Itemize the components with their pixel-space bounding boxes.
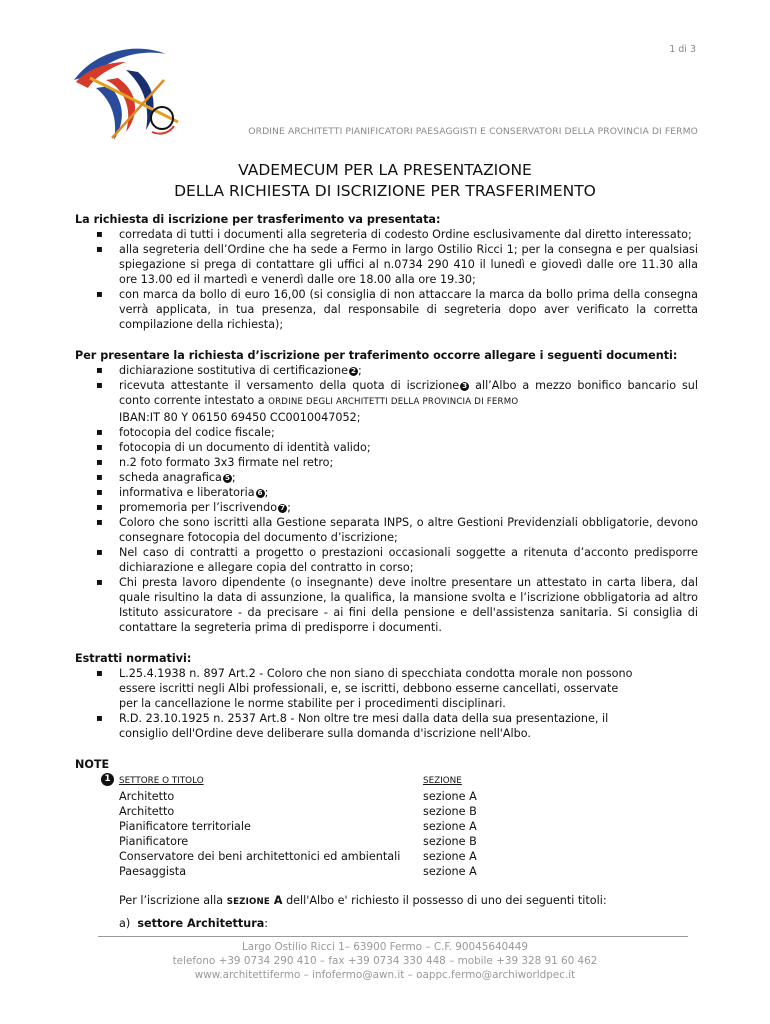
note-marker: 3 [460, 382, 469, 391]
list-item: ▪ Coloro che sono iscritti alla Gestione separata INPS, o altre Gestioni Previdenziali obbligatorie, devono consegnare fotocopia del documento d’iscrizione; [75, 515, 698, 545]
presentation-list [75, 227, 698, 332]
notes-heading: NOTE [75, 758, 110, 771]
footer-divider [98, 936, 688, 937]
list-item: ▪ Nel caso di contratti a progetto o prestazioni occasionali soggette a ritenuta d’acconto predisporre dichiarazione e allegare copia del contratto in corso; [75, 545, 698, 575]
list-item: ▪ scheda anagrafica 5 ; [75, 470, 698, 485]
list-item: ▪ corredata di tutti i documenti alla segreteria di codesto Ordine esclusivamente dal diretto interessato; [75, 227, 698, 242]
title-line-1: VADEMECUM PER LA PRESENTAZIONE [238, 161, 532, 179]
list-item: ▪ alla segreteria dell’Ordine che ha sede a Fermo in largo Ostilio Ricci 1; per la consegna e per qualsiasi spiegazione si prega di contattare gli uffici al n.0734 290 410 il lunedì e giovedì dalle ore 11.30 alla ore 13.00 ed il martedì e venerdì dalle ore 18.00 alla ore 19.30; [75, 242, 698, 287]
list-item: ▪ promemoria per l’iscrivendo 7 ; [75, 500, 698, 515]
table-row: Conservatore dei beni architettonici ed ambientali sezione A [119, 850, 477, 863]
table-row: Architetto sezione A [119, 790, 477, 803]
note-marker: 7 [278, 504, 287, 513]
list-item: ▪ Chi presta lavoro dipendente (o insegnante) deve inoltre presentare un attestato in carta libera, dal quale risultino la data di assunzione, la qualifica, la mansione svolta e l’iscrizione obbligatoria ad altro Istituto assicuratore - da precisare - ai fini della pensione e dell'assistenza sanitaria. Si consiglia di contattare la segreteria prima di predisporre i documenti. [75, 575, 698, 635]
order-logo [66, 40, 196, 150]
page-number: 1 di 3 [669, 44, 696, 55]
table-row: Paesaggista sezione A [119, 865, 477, 878]
documents-list [75, 363, 698, 635]
table-header-row [75, 772, 698, 789]
list-item: ▪ fotocopia del codice fiscale; [75, 425, 698, 440]
list-item: ▪ informativa e liberatoria 6 ; [75, 485, 698, 500]
section-a-paragraph: Per l’iscrizione alla SEZIONE A dell'Albo e' richiesto il possesso di uno dei seguenti titoli: [119, 894, 607, 907]
list-item: ▪ con marca da bollo di euro 16,00 (si consiglia di non attaccare la marca da bollo prima della consegna verrà applicata, in tua presenza, dal responsabile di segreteria dopo aver verificato la corretta compilazione della richiesta); [75, 287, 698, 332]
norms-list [75, 666, 635, 741]
section-norms-heading: Estratti normativi: [75, 652, 192, 665]
list-item: ▪ ricevuta attestante il versamento della quota di iscrizione 3 all’Albo a mezzo bonifico bancario sul conto corrente intestato a ORDINE DEGLI ARCHITETTI DELLA PROVINCIA DI FERMO IBAN:IT 80 Y 06150 69450 CC0010047052; [75, 378, 698, 425]
table-row: Pianificatore territoriale sezione A [119, 820, 477, 833]
list-item: ▪ R.D. 23.10.1925 n. 2537 Art.8 - Non oltre tre mesi dalla data della sua presentazione, il consiglio dell'Ordine deve deliberare sulla domanda d'iscrizione nell'Albo. [75, 711, 635, 741]
column-header-section: SEZIONE [423, 776, 462, 786]
list-item: ▪ fotocopia di un documento di identità valido; [75, 440, 698, 455]
footer-address: Largo Ostilio Ricci 1– 63900 Fermo – C.F. 90045640449 [241, 941, 529, 953]
note-marker: 1 [101, 773, 114, 786]
section-documents-heading: Per presentare la richiesta d’iscrizione per traferimento occorre allegare i seguenti documenti: [75, 349, 678, 362]
footer [0, 940, 770, 982]
column-header-title: SETTORE O TITOLO [119, 776, 204, 786]
table-row: Architetto sezione B [119, 805, 477, 818]
footer-contacts: www.architettifermo – infofermo@awn.it – oappc.fermo@archiworldpec.it [194, 969, 576, 981]
list-item: ▪ dichiarazione sostitutiva di certificazione 2 ; [75, 363, 698, 378]
section-presentation-heading: La richiesta di iscrizione per trasferimento va presentata: [75, 213, 441, 226]
note-marker: 6 [256, 489, 265, 498]
sub-item-a: a) settore Architettura: [119, 917, 269, 930]
iban: IBAN:IT 80 Y 06150 69450 CC0010047052; [119, 411, 361, 424]
document-title [0, 160, 770, 202]
list-item: ▪ L.25.4.1938 n. 897 Art.2 - Coloro che non siano di specchiata condotta morale non possono essere iscritti negli Albi professionali, e, se iscritti, debbono esserne cancellati, osservate per la cancellazione le norme stabilite per i procedimenti disciplinari. [75, 666, 635, 711]
notes-table [75, 772, 698, 879]
list-item: ▪ n.2 foto formato 3x3 firmate nel retro; [75, 455, 698, 470]
organization-name: ORDINE ARCHITETTI PIANIFICATORI PAESAGGISTI E CONSERVATORI DELLA PROVINCIA DI FERMO [248, 126, 698, 137]
document-body [75, 212, 698, 931]
note-marker: 2 [349, 367, 358, 376]
footer-phones: telefono +39 0734 290 410 – fax +39 0734 330 448 – mobile +39 328 91 60 462 [172, 955, 598, 967]
note-marker: 5 [223, 474, 232, 483]
title-line-2: DELLA RICHIESTA DI ISCRIZIONE PER TRASFERIMENTO [174, 182, 596, 200]
table-row: Pianificatore sezione B [119, 835, 477, 848]
